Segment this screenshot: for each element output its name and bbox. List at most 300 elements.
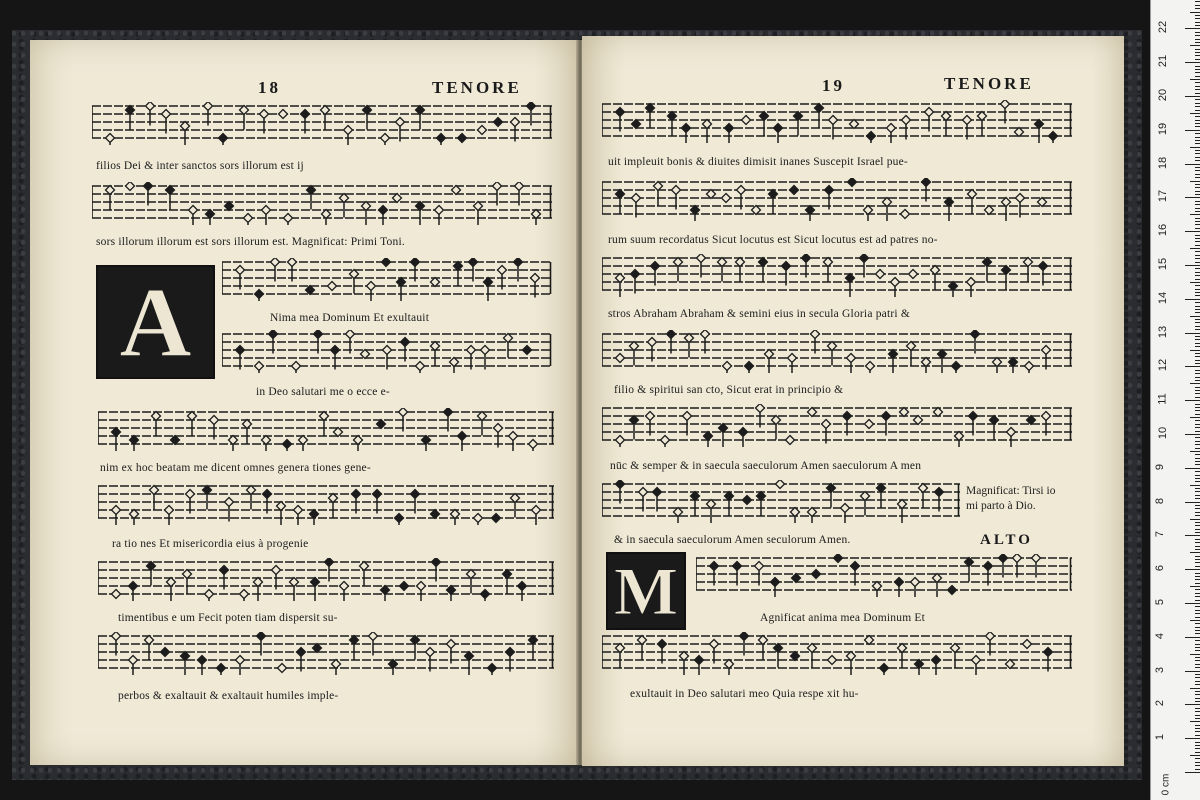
- ruler-tick: [1195, 346, 1200, 347]
- decorated-initial: [96, 265, 215, 379]
- ruler-tick: [1195, 356, 1200, 357]
- music-note: [774, 124, 783, 144]
- section-label: ALTO: [980, 532, 1033, 548]
- ruler-tick: [1195, 583, 1200, 584]
- music-note: [217, 664, 226, 676]
- ruler-tick: [1195, 1, 1200, 2]
- lyric-line: nim ex hoc beatam me dicent omnes genera tiones gene-: [100, 462, 371, 474]
- ruler-tick: [1195, 377, 1200, 378]
- music-note: [294, 506, 303, 526]
- music-note: [130, 436, 139, 452]
- side-note-line: mi parto à Dio.: [966, 500, 1036, 512]
- music-note: [400, 582, 409, 591]
- music-note: [951, 644, 960, 668]
- music-note: [332, 660, 341, 676]
- ruler-tick: [1195, 427, 1200, 428]
- ruler-tick: [1195, 448, 1200, 449]
- ruler-tick: [1190, 417, 1200, 418]
- ruler-tick: [1195, 576, 1200, 577]
- music-note: [891, 278, 900, 298]
- lyric-line: filios Dei & inter sanctos sors illorum est ij: [96, 160, 304, 172]
- ruler-tick: [1195, 397, 1200, 398]
- music-note: [911, 578, 920, 598]
- ruler-tick: [1190, 113, 1200, 114]
- music-note: [381, 134, 390, 146]
- music-note: [841, 504, 850, 524]
- ruler-tick: [1195, 133, 1200, 134]
- music-note: [389, 660, 398, 676]
- music-note: [703, 120, 712, 144]
- ruler-tick: [1195, 22, 1200, 23]
- ruler-tick: [1195, 464, 1200, 465]
- music-note: [806, 206, 815, 222]
- ruler-tick: [1195, 184, 1200, 185]
- measurement-ruler: [1150, 0, 1200, 800]
- music-staff: [92, 102, 552, 146]
- ruler-tick: [1195, 309, 1200, 310]
- ruler-tick: [1195, 762, 1200, 763]
- music-note: [283, 440, 292, 452]
- ruler-tick: [1195, 566, 1200, 567]
- music-note: [181, 122, 190, 146]
- music-note: [616, 354, 625, 363]
- ruler-number: 5: [1154, 598, 1167, 606]
- music-note: [791, 508, 800, 524]
- initial-letter: A: [119, 266, 192, 378]
- ruler-tick: [1195, 224, 1200, 225]
- music-note: [397, 278, 406, 302]
- music-note: [379, 206, 388, 226]
- music-note: [769, 190, 778, 214]
- music-note: [474, 514, 483, 526]
- music-note: [876, 270, 885, 279]
- ruler-tick: [1195, 99, 1200, 100]
- music-note: [790, 186, 799, 195]
- ruler-number: 3: [1154, 666, 1167, 673]
- music-note: [382, 258, 391, 267]
- ruler-tick: [1195, 204, 1200, 205]
- ruler-number: 21: [1157, 55, 1170, 68]
- music-note: [360, 562, 369, 586]
- music-note: [725, 660, 734, 676]
- ruler-number: 2: [1154, 700, 1167, 707]
- music-note: [848, 178, 857, 187]
- ruler-tick: [1195, 150, 1200, 151]
- ruler-tick: [1195, 89, 1200, 90]
- music-note: [277, 502, 286, 526]
- ruler-tick: [1190, 248, 1200, 249]
- ruler-tick: [1195, 322, 1200, 323]
- music-note: [112, 428, 121, 452]
- ruler-tick: [1195, 407, 1200, 408]
- ruler-tick: [1195, 546, 1200, 547]
- ruler-tick: [1195, 191, 1200, 192]
- ruler-tick: [1195, 505, 1200, 506]
- ruler-tick: [1185, 468, 1200, 469]
- music-note: [262, 436, 271, 452]
- ruler-tick: [1195, 390, 1200, 391]
- ruler-tick: [1195, 589, 1200, 590]
- ruler-tick: [1185, 738, 1200, 739]
- ruler-tick: [1195, 677, 1200, 678]
- music-note: [306, 286, 315, 295]
- music-note: [922, 358, 931, 374]
- ruler-tick: [1195, 140, 1200, 141]
- music-note: [847, 354, 856, 374]
- music-note: [933, 574, 942, 598]
- music-staff: [222, 258, 552, 302]
- music-note: [736, 258, 745, 282]
- lyric-line: ra tio nes Et misericordia eius à progenie: [112, 538, 309, 550]
- ruler-tick: [1195, 373, 1200, 374]
- music-note: [247, 486, 256, 510]
- ruler-tick: [1195, 627, 1200, 628]
- music-note: [454, 262, 463, 286]
- ruler-tick: [1195, 275, 1200, 276]
- ruler-tick: [1195, 745, 1200, 746]
- music-note: [334, 428, 343, 437]
- music-note: [1049, 132, 1058, 144]
- ruler-number: 10: [1157, 426, 1170, 440]
- music-note: [867, 132, 876, 144]
- music-note: [458, 134, 467, 143]
- music-note: [861, 492, 870, 516]
- music-note: [152, 412, 161, 436]
- ruler-tick: [1195, 49, 1200, 50]
- lyric-line: perbos & exaltauit & exaltauit humiles imple-: [118, 690, 339, 702]
- ruler-tick: [1195, 326, 1200, 327]
- music-note: [416, 362, 425, 374]
- ruler-tick: [1195, 491, 1200, 492]
- music-note: [488, 664, 497, 676]
- music-note: [328, 282, 337, 291]
- music-note: [417, 582, 426, 602]
- music-note: [310, 510, 319, 526]
- music-note: [243, 420, 252, 444]
- music-staff: [696, 554, 1072, 598]
- ruler-tick: [1190, 316, 1200, 317]
- lyric-line: uit impleuit bonis & diuites dimisit inanes Suscepit Israel pue-: [608, 156, 908, 168]
- music-note: [363, 106, 372, 130]
- ruler-tick: [1195, 600, 1200, 601]
- ruler-tick: [1195, 153, 1200, 154]
- music-note: [901, 210, 910, 219]
- ruler-tick: [1190, 147, 1200, 148]
- music-note: [503, 570, 512, 594]
- music-note: [873, 582, 882, 598]
- music-note: [145, 636, 154, 660]
- ruler-tick: [1195, 69, 1200, 70]
- music-note: [786, 436, 795, 445]
- music-note: [1015, 128, 1024, 137]
- ruler-tick: [1195, 735, 1200, 736]
- ruler-tick: [1195, 360, 1200, 361]
- music-note: [167, 578, 176, 602]
- ruler-tick: [1195, 549, 1200, 550]
- ruler-tick: [1195, 292, 1200, 293]
- music-note: [484, 278, 493, 302]
- music-note: [532, 210, 541, 226]
- ruler-tick: [1195, 404, 1200, 405]
- ruler-tick: [1195, 82, 1200, 83]
- music-note: [707, 500, 716, 524]
- ruler-tick: [1195, 59, 1200, 60]
- music-note: [320, 412, 329, 436]
- music-staff: [222, 330, 552, 374]
- music-note: [846, 274, 855, 298]
- music-note: [812, 570, 821, 579]
- music-note: [919, 484, 928, 508]
- music-note: [616, 644, 625, 668]
- music-note: [788, 354, 797, 374]
- music-note: [792, 574, 801, 583]
- lyric-line: Nima mea Dominum Et exultauit: [270, 312, 430, 324]
- ruler-tick: [1195, 437, 1200, 438]
- music-note: [344, 126, 353, 146]
- music-note: [616, 436, 625, 448]
- music-note: [774, 644, 783, 668]
- ruler-tick: [1195, 556, 1200, 557]
- music-note: [808, 408, 817, 417]
- left-page-number: 18: [258, 78, 281, 97]
- ruler-tick: [1195, 698, 1200, 699]
- music-note: [467, 570, 476, 594]
- ruler-tick: [1195, 393, 1200, 394]
- music-note: [422, 436, 431, 452]
- ruler-tick: [1195, 221, 1200, 222]
- music-note: [718, 258, 727, 282]
- left-running-head: TENORE: [432, 78, 522, 97]
- ruler-tick: [1195, 633, 1200, 634]
- music-note: [1035, 120, 1044, 144]
- ruler-tick: [1195, 126, 1200, 127]
- ruler-tick: [1190, 350, 1200, 351]
- ruler-tick: [1195, 650, 1200, 651]
- music-note: [361, 350, 370, 359]
- music-note: [165, 506, 174, 526]
- ruler-tick: [1195, 336, 1200, 337]
- ruler-tick: [1195, 606, 1200, 607]
- music-note: [188, 412, 197, 436]
- ruler-tick: [1195, 725, 1200, 726]
- ruler-tick: [1195, 660, 1200, 661]
- music-note: [909, 270, 918, 279]
- music-note: [685, 334, 694, 358]
- ruler-tick: [1195, 245, 1200, 246]
- music-note: [322, 210, 331, 226]
- ruler-tick: [1195, 76, 1200, 77]
- ruler-tick: [1195, 93, 1200, 94]
- music-note: [828, 656, 837, 665]
- music-note: [682, 124, 691, 144]
- music-note: [161, 648, 170, 657]
- ruler-tick: [1195, 728, 1200, 729]
- ruler-number: 13: [1157, 325, 1170, 338]
- ruler-tick: [1195, 495, 1200, 496]
- ruler-tick: [1195, 752, 1200, 753]
- ruler-tick: [1195, 708, 1200, 709]
- ruler-number: 4: [1154, 632, 1167, 639]
- ruler-tick: [1195, 715, 1200, 716]
- initial-letter: M: [613, 552, 679, 629]
- music-note: [931, 266, 940, 290]
- music-note: [725, 124, 734, 144]
- music-note: [877, 484, 886, 508]
- music-note: [932, 656, 941, 676]
- ruler-number: 8: [1154, 497, 1167, 504]
- music-note: [255, 362, 264, 374]
- ruler-tick: [1195, 478, 1200, 479]
- music-note: [865, 636, 874, 645]
- music-note: [244, 214, 253, 226]
- ruler-tick: [1195, 664, 1200, 665]
- ruler-tick: [1185, 434, 1200, 435]
- ruler-tick: [1195, 268, 1200, 269]
- ruler-tick: [1195, 515, 1200, 516]
- music-note: [827, 484, 836, 508]
- music-note: [771, 578, 780, 598]
- ruler-tick: [1190, 654, 1200, 655]
- ruler-tick: [1195, 769, 1200, 770]
- side-note-line: Magnificat: Tirsi io: [966, 485, 1056, 497]
- ruler-tick: [1195, 39, 1200, 40]
- lyric-line: in Deo salutari me o ecce e-: [256, 386, 390, 398]
- ruler-tick: [1185, 772, 1200, 773]
- ruler-tick: [1195, 674, 1200, 675]
- music-note: [307, 186, 316, 210]
- ruler-number: 7: [1154, 531, 1167, 538]
- music-note: [1025, 362, 1034, 374]
- ruler-tick: [1185, 197, 1200, 198]
- ruler-tick: [1185, 502, 1200, 503]
- ruler-tick: [1195, 444, 1200, 445]
- music-note: [225, 202, 234, 211]
- music-note: [865, 420, 874, 429]
- ruler-number: 17: [1157, 190, 1170, 203]
- music-note: [938, 350, 947, 374]
- music-note: [129, 582, 138, 602]
- lyric-line: exultauit in Deo salutari meo Quia respe xit hu-: [630, 688, 859, 700]
- ruler-tick: [1185, 400, 1200, 401]
- ruler-tick: [1195, 748, 1200, 749]
- ruler-tick: [1190, 485, 1200, 486]
- music-note: [993, 358, 1002, 374]
- ruler-tick: [1195, 339, 1200, 340]
- music-note: [632, 120, 641, 129]
- music-note: [340, 194, 349, 218]
- lyric-line: nūc & semper & in saecula saeculorum Amen saeculorum A men: [610, 460, 922, 472]
- music-staff: [602, 330, 1072, 374]
- ruler-tick: [1185, 299, 1200, 300]
- ruler-tick: [1195, 657, 1200, 658]
- ruler-tick: [1195, 110, 1200, 111]
- music-note: [880, 664, 889, 676]
- ruler-tick: [1195, 539, 1200, 540]
- ruler-tick: [1195, 542, 1200, 543]
- ruler-tick: [1185, 28, 1200, 29]
- music-note: [942, 112, 951, 136]
- music-note: [106, 134, 115, 146]
- music-note: [889, 350, 898, 374]
- music-note: [1002, 198, 1011, 222]
- music-staff: [602, 254, 1072, 298]
- ruler-tick: [1190, 451, 1200, 452]
- ruler-tick: [1195, 106, 1200, 107]
- music-note: [219, 134, 228, 146]
- music-note: [494, 118, 503, 127]
- ruler-tick: [1195, 170, 1200, 171]
- music-note: [240, 106, 249, 130]
- ruler-tick: [1195, 25, 1200, 26]
- ruler-tick: [1195, 701, 1200, 702]
- ruler-tick: [1195, 610, 1200, 611]
- ruler-tick: [1195, 123, 1200, 124]
- lyric-line: stros Abraham Abraham & semini eius in secula Gloria patri &: [608, 308, 910, 320]
- music-note: [907, 342, 916, 366]
- ruler-tick: [1195, 177, 1200, 178]
- music-note: [240, 590, 249, 602]
- ruler-tick: [1195, 424, 1200, 425]
- music-note: [504, 334, 513, 358]
- ruler-tick: [1185, 366, 1200, 367]
- ruler-number: 12: [1157, 359, 1170, 372]
- ruler-tick: [1190, 45, 1200, 46]
- music-note: [474, 202, 483, 226]
- music-note: [743, 496, 752, 505]
- music-note: [481, 590, 490, 602]
- ruler-tick: [1195, 262, 1200, 263]
- music-note: [203, 486, 212, 510]
- ruler-tick: [1185, 603, 1200, 604]
- ruler-number: 18: [1157, 156, 1170, 169]
- ruler-tick: [1195, 667, 1200, 668]
- lyric-line: Agnificat anima mea Dominum Et: [760, 612, 926, 624]
- ruler-tick: [1195, 647, 1200, 648]
- music-note: [866, 362, 875, 374]
- music-note: [321, 106, 330, 130]
- music-staff: [602, 100, 1072, 144]
- ruler-tick: [1195, 194, 1200, 195]
- ruler-tick: [1185, 231, 1200, 232]
- ruler-tick: [1195, 55, 1200, 56]
- music-note: [914, 416, 923, 425]
- music-note: [431, 342, 440, 366]
- music-note: [972, 656, 981, 676]
- music-note: [765, 350, 774, 374]
- ruler-tick: [1195, 137, 1200, 138]
- music-note: [278, 664, 287, 673]
- ruler-number: 9: [1154, 463, 1167, 470]
- music-note: [416, 106, 425, 130]
- ruler-tick: [1195, 644, 1200, 645]
- ruler-tick: [1195, 630, 1200, 631]
- music-note: [381, 586, 390, 602]
- lyric-line: & in saecula saeculorum Amen seculorum Amen.: [614, 534, 851, 546]
- music-note: [895, 578, 904, 598]
- ruler-tick: [1195, 187, 1200, 188]
- music-note: [350, 636, 359, 660]
- music-note: [616, 274, 625, 298]
- music-note: [808, 508, 817, 524]
- music-note: [171, 436, 180, 445]
- ruler-tick: [1185, 265, 1200, 266]
- ruler-tick: [1195, 684, 1200, 685]
- ruler-tick: [1190, 755, 1200, 756]
- ruler-tick: [1195, 218, 1200, 219]
- music-note: [828, 342, 837, 366]
- ruler-tick: [1195, 5, 1200, 6]
- music-note: [794, 112, 803, 136]
